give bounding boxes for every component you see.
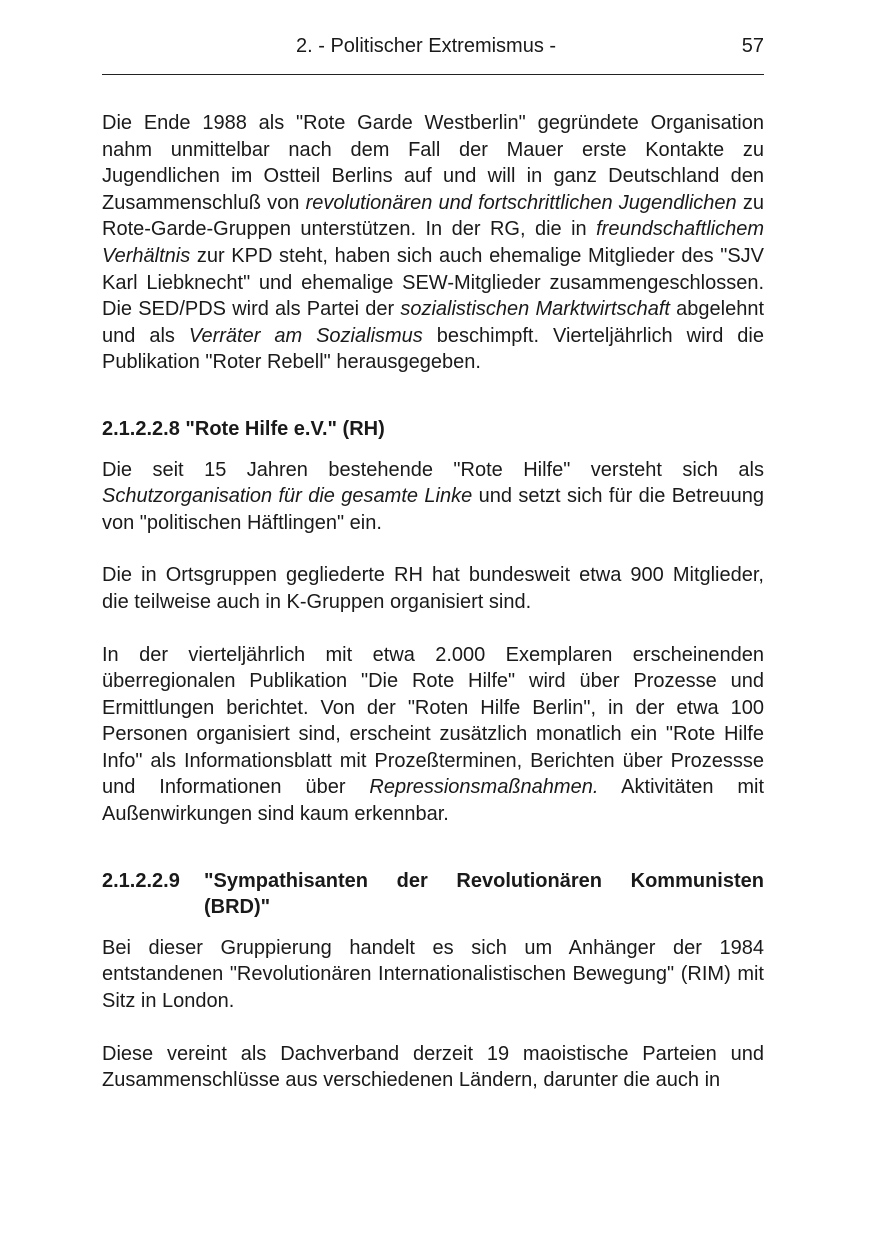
text-run: zur KPD steht, haben sich auch ehemalige Mitglieder des "SJV Karl Liebknecht" und ehemalige SEW-Mitglieder zusammengeschlossen. Die SED/PDS wird als Partei der bbox=[102, 244, 764, 321]
paragraph-rote-hilfe-members: Die in Ortsgruppen gegliederte RH hat bundesweit etwa 900 Mitglieder, die teilweise auch in K-Gruppen organisiert sind. bbox=[102, 564, 764, 613]
italic-run: freundschaftlichem Verhältnis bbox=[102, 218, 764, 267]
paragraph-rote-garde bbox=[102, 110, 764, 376]
text-run: beschimpft. Vierteljährlich wird die Publikation "Roter Rebell" herausgegeben. bbox=[102, 324, 764, 374]
italic-run: sozialistischen Marktwirtschaft bbox=[400, 298, 670, 321]
paragraph-dachverband: Diese vereint als Dachverband derzeit 19 maoistische Parteien und Zusammenschlüsse aus verschiedenen Ländern, darunter die auch in bbox=[102, 1042, 764, 1092]
section-number: 2.1.2.2.9 bbox=[102, 869, 180, 892]
text-run: zu Rote-Garde-Gruppen unterstützen. In der RG, die in bbox=[102, 191, 765, 241]
page-number: 57 bbox=[741, 35, 764, 57]
body-text bbox=[102, 110, 764, 1094]
section-title: "Sympathisanten der Revolutionären Kommunisten (BRD)" bbox=[204, 869, 764, 919]
header-title: 2. - Politischer Extremismus - bbox=[296, 35, 557, 57]
text-run: abgelehnt und als bbox=[102, 298, 765, 347]
italic-run: Verräter am Sozialismus bbox=[188, 324, 423, 347]
italic-run: Schutzorganisation für die gesamte Linke bbox=[102, 485, 473, 508]
paragraph-rim: Bei dieser Gruppierung handelt es sich um Anhänger der 1984 entstandenen "Revolutionären Internationalistischen Bewegung" (RIM) mit Sitz in London. bbox=[102, 936, 764, 1013]
text-run: und setzt sich für die Betreuung von "politischen Häftlingen" ein. bbox=[102, 485, 764, 534]
section-heading-rote-hilfe: 2.1.2.2.8 "Rote Hilfe e.V." (RH) bbox=[102, 417, 385, 440]
section-heading-sympathisanten bbox=[102, 868, 764, 921]
paragraph-rote-hilfe-publication bbox=[102, 642, 764, 828]
text-run: In der vierteljährlich mit etwa 2.000 Exemplaren erscheinenden überregionalen Publikation "Die Rote Hilfe" wird über Prozesse und Ermittlungen berichtet. Von der "Roten Hilfe Berlin", in der etwa 100 Personen organisiert sind, erscheint zusätzlich monatlich ein "Rote Hilfe Info" als Informationsblatt mit Prozeßterminen, Berichten über Prozessse und Informationen über bbox=[102, 643, 764, 799]
text-run: Die seit 15 Jahren bestehende "Rote Hilfe" versteht sich als bbox=[102, 458, 764, 481]
italic-run: Repressionsmaßnahmen. bbox=[369, 776, 599, 799]
italic-run: revolutionären und fortschrittlichen Jugendlichen bbox=[305, 191, 737, 214]
text-run: Aktivitäten mit Außenwirkungen sind kaum erkennbar. bbox=[102, 776, 765, 826]
text-run: Die Ende 1988 als "Rote Garde Westberlin" gegründete Organisation nahm unmittelbar nach dem Fall der Mauer erste Kontakte zu Jugendlichen im Ostteil Berlins auf und will in ganz Deutschland den Zusammenschluß von bbox=[102, 112, 764, 214]
paragraph-rote-hilfe-intro bbox=[102, 457, 764, 537]
header-rule bbox=[102, 74, 764, 75]
